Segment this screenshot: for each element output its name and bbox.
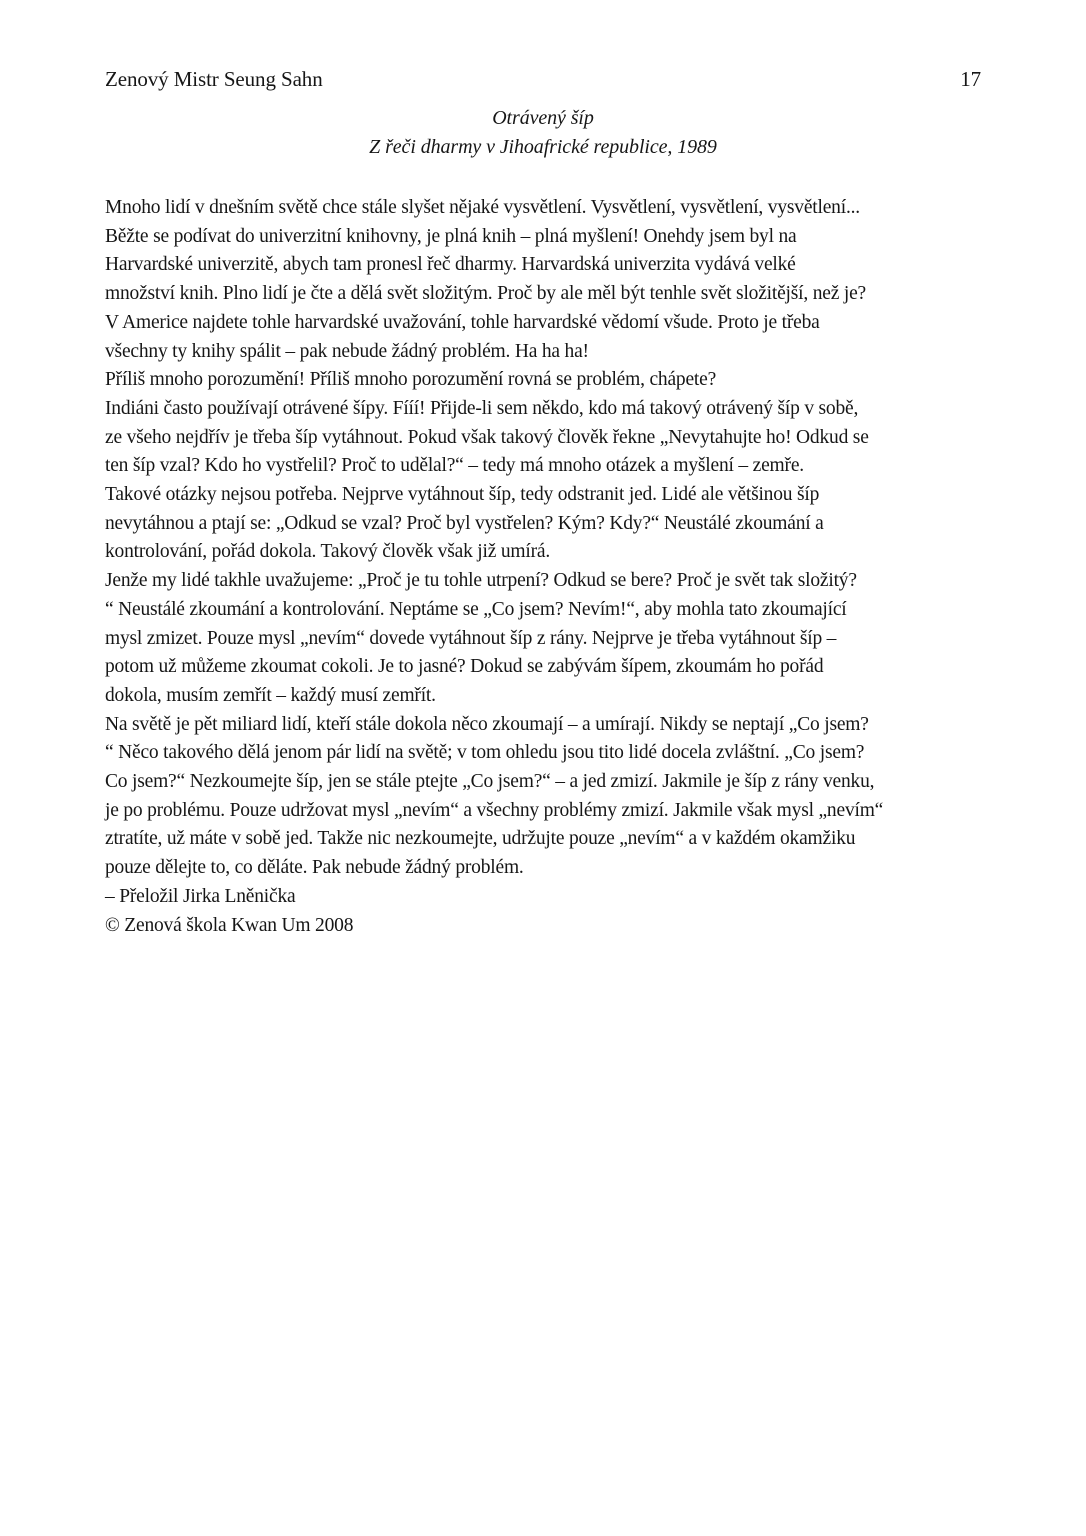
text-line: nevytáhnou a ptají se: „Odkud se vzal? Proč byl vystřelen? Kým? Kdy?“ Neustálé zkoumání a — [105, 512, 824, 534]
text-line: dokola, musím zemřít – každý musí zemřít. — [105, 684, 436, 706]
text-line: © Zenová škola Kwan Um 2008 — [105, 914, 354, 936]
text-line: je po problému. Pouze udržovat mysl „nevím“ a všechny problémy zmizí. Jakmile však mysl „nevím“ — [105, 799, 884, 821]
text-line: “ Něco takového dělá jenom pár lidí na světě; v tom ohledu jsou tito lidé docela zvláštní. „Co jsem? — [105, 742, 865, 764]
text-line: V Americe najdete tohle harvardské uvažování, tohle harvardské vědomí všude. Proto je třeba — [105, 311, 820, 333]
text-line: Mnoho lidí v dnešním světě chce stále slyšet nějaké vysvětlení. Vysvětlení, vysvětlení, vysvětlení... — [105, 197, 860, 218]
text-line: ze všeho nejdřív je třeba šíp vytáhnout. Pokud však takový člověk řekne „Nevytahujte ho! Odkud se — [105, 426, 869, 448]
text-line: potom už můžeme zkoumat cokoli. Je to jasné? Dokud se zabývám šípem, zkoumám ho pořád — [105, 656, 824, 678]
text-line: mysl zmizet. Pouze mysl „nevím“ dovede vytáhnout šíp z rány. Nejprve je třeba vytáhnout šíp – — [105, 627, 837, 649]
text-line: ztratíte, už máte v sobě jed. Takže nic nezkoumejte, udržujte pouze „nevím“ a v každém okamžiku — [105, 828, 856, 850]
page-number: 17 — [960, 67, 981, 91]
text-line: množství knih. Plno lidí je čte a dělá svět složitým. Proč by ale měl být tenhle svět složitější, než je? — [105, 283, 866, 305]
chapter-subtitle: Z řeči dharmy v Jihoafrické republice, 1989 — [369, 136, 717, 158]
text-line: Indiáni často používají otrávené šípy. Fííí! Přijde-li sem někdo, kdo má takový otrávený šíp v sobě, — [105, 397, 859, 419]
text-line: všechny ty knihy spálit – pak nebude žádný problém. Ha ha ha! — [105, 340, 589, 362]
text-line: ten šíp vzal? Kdo ho vystřelil? Proč to udělal?“ – tedy má mnoho otázek a myšlení – zemře. — [105, 455, 804, 477]
text-line: Na světě je pět miliard lidí, kteří stále dokola něco zkoumají – a umírají. Nikdy se neptají „Co jsem? — [105, 713, 869, 735]
text-line: Příliš mnoho porozumění! Příliš mnoho porozumění rovná se problém, chápete? — [105, 369, 717, 391]
text-line: Běžte se podívat do univerzitní knihovny, je plná knih – plná myšlení! Onehdy jsem byl na — [105, 225, 797, 247]
body-text — [105, 194, 981, 940]
text-line: – Přeložil Jirka Lněnička — [105, 885, 296, 907]
text-line: “ Neustálé zkoumání a kontrolování. Neptáme se „Co jsem? Nevím!“, aby mohla tato zkoumající — [105, 598, 847, 620]
text-line: Takové otázky nejsou potřeba. Nejprve vytáhnout šíp, tedy odstranit jed. Lidé ale většinou šíp — [105, 484, 820, 506]
text-line: Harvardské univerzitě, abych tam pronesl řeč dharmy. Harvardská univerzita vydává velké — [105, 254, 796, 276]
chapter-heading — [105, 104, 981, 162]
chapter-title: Otrávený šíp — [492, 107, 594, 129]
text-line: Jenže my lidé takhle uvažujeme: „Proč je tu tohle utrpení? Odkud se bere? Proč je svět tak složitý? — [105, 570, 857, 592]
text-line: kontrolování, pořád dokola. Takový člověk však již umírá. — [105, 541, 551, 563]
text-line: Co jsem?“ Nezkoumejte šíp, jen se stále ptejte „Co jsem?“ – a jed zmizí. Jakmile je šíp z rány venku, — [105, 771, 875, 793]
page-header — [105, 66, 981, 92]
text-line: pouze dělejte to, co děláte. Pak nebude žádný problém. — [105, 857, 524, 879]
running-head-book-title: Zenový Mistr Seung Sahn — [105, 67, 323, 91]
